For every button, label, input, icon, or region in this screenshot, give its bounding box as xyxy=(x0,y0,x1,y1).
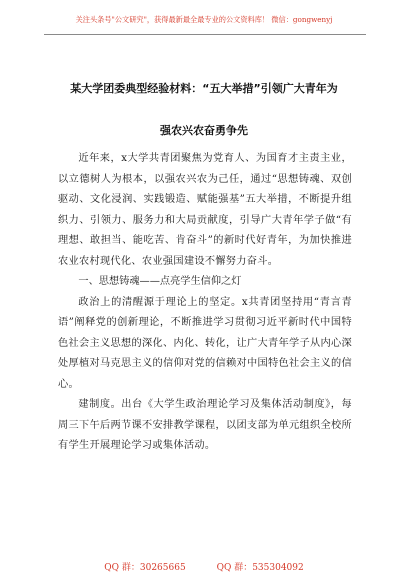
header-divider xyxy=(44,34,366,35)
header-banner xyxy=(0,15,408,25)
footer-qq-group-2: QQ 群：535304092 xyxy=(216,563,304,573)
header-banner-text: 关注头条号"公文研究"，获得最新最全最专业的公文资料库！ 微信：gongwenyj xyxy=(75,15,333,24)
document-title-line-2: 强农兴农奋勇争先 xyxy=(160,124,248,137)
section-heading-1: 一、思想铸魂——点亮学生信仰之灯 xyxy=(78,276,242,287)
document-title-line-1: 某大学团委典型经验材料：“五大举措”引领广大青年为 xyxy=(70,82,338,95)
body-paragraph-system: 建制度。出台《大学生政治理论学习及集体活动制度》，每周三下午后两节课不安排教学课程，以团支部为单元组织全校所有学生开展理论学习或集体活动。 xyxy=(58,399,352,451)
document-body xyxy=(58,149,352,457)
body-paragraph-theory: 政治上的清醒源于理论上的坚定。x共青团坚持用“青言青语”阐释党的创新理论，不断推进学习贯彻习近平新时代中国特色社会主义思想的深化、内化、转化，让广大青年学子从内心深处厚植对马克思主义的信仰对党的信赖对中国特色社会主义的信心。 xyxy=(58,296,352,390)
footer xyxy=(0,560,408,573)
footer-qq-group-1: QQ 群：30265665 xyxy=(104,563,186,573)
body-paragraph-intro: 近年来，x大学共青团聚焦为党育人、为国育才主责主业，以立德树人为根本，以强农兴农为己任，通过“思想铸魂、双创驱动、文化浸润、实践锻造、赋能强基”五大举措，不断提升组织力、引领力、服务力和大局贡献度，引导广大青年学子做“有理想、敢担当、能吃苦、肯奋斗”的新时代好青年，为加快推进农业农村现代化、农业强国建设不懈努力奋斗。 xyxy=(58,153,352,267)
